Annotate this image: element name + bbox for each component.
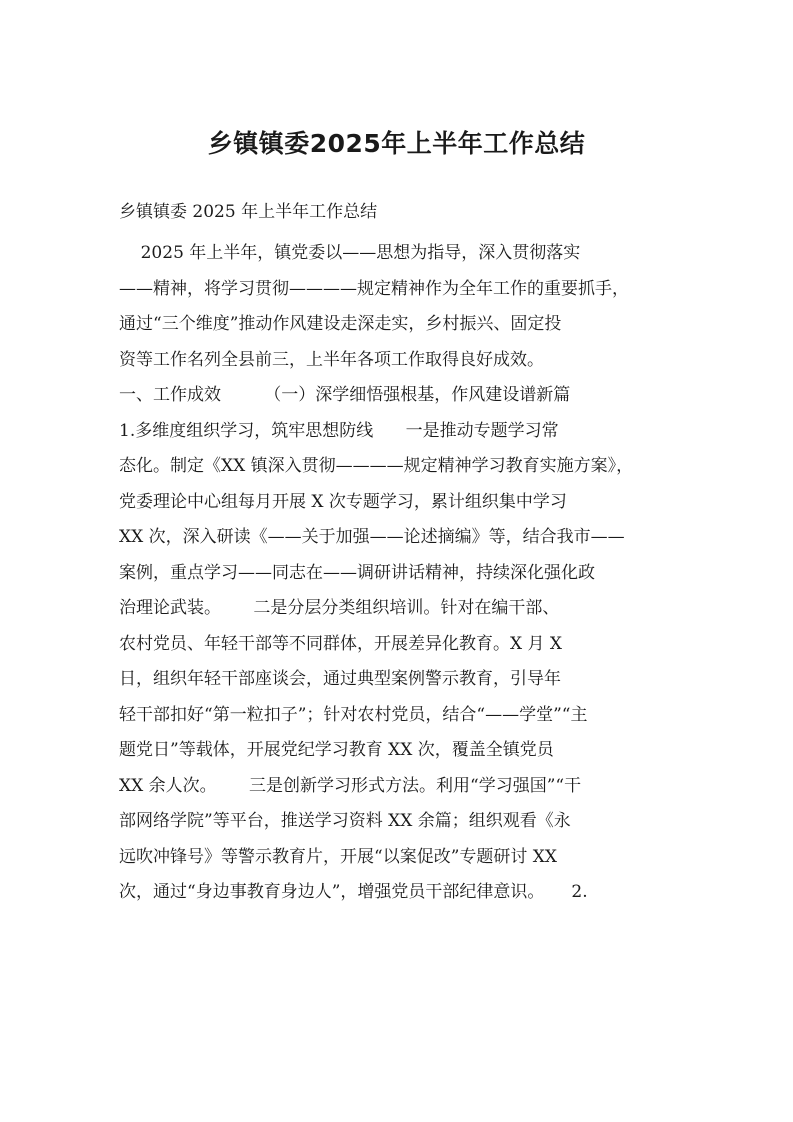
- body-line: 远吹冲锋号》等警示教育片，开展“以案促改”专题研讨 XX: [119, 846, 557, 867]
- body-line: 农村党员、年轻干部等不同群体，开展差异化教育。X 月 X: [119, 633, 563, 654]
- body-line: 2025 年上半年，镇党委以——思想为指导，深入贯彻落实: [119, 243, 581, 263]
- body-line: 题党日”等载体，开展党纪学习教育 XX 次，覆盖全镇党员: [119, 740, 554, 760]
- document-subtitle: 乡镇镇委 2025 年上半年工作总结: [119, 202, 378, 222]
- body-line: 态化。制定《XX 镇深入贯彻————规定精神学习教育实施方案》，: [119, 456, 634, 476]
- body-line: XX 余人次。 三是创新学习形式方法。利用“学习强国”“干: [119, 775, 582, 796]
- body-line: 通过“三个维度”推动作风建设走深走实，乡村振兴、固定投: [119, 314, 562, 334]
- body-line: 轻干部扣好“第一粒扣子”；针对农村党员，结合“——学堂”“主: [119, 704, 588, 725]
- body-line: 案例，重点学习——同志在——调研讲话精神，持续深化强化政: [119, 562, 595, 583]
- body-line: 党委理论中心组每月开展 X 次专题学习，累计组织集中学习: [119, 491, 567, 512]
- body-line: ——精神，将学习贯彻————规定精神作为全年工作的重要抓手，: [119, 278, 629, 299]
- document-body: [119, 238, 679, 913]
- body-line: 日，组织年轻干部座谈会，通过典型案例警示教育，引导年: [119, 669, 561, 689]
- body-line: 治理论武装。 二是分层分类组织培训。针对在编干部、: [119, 598, 560, 618]
- body-line: 部网络学院”等平台，推送学习资料 XX 余篇；组织观看《永: [119, 811, 571, 831]
- body-line: XX 次，深入研读《——关于加强——论述摘编》等，结合我市——: [119, 527, 625, 547]
- body-line: 资等工作名列全县前三，上半年各项工作取得良好成效。: [119, 349, 544, 370]
- document-title: 乡镇镇委2025年上半年工作总结: [207, 129, 586, 158]
- body-line: 次，通过“身边事教育身边人”，增强党员干部纪律意识。 2.: [119, 882, 588, 902]
- body-line: 1.多维度组织学习，筑牢思想防线 一是推动专题学习常: [119, 420, 559, 441]
- body-line: 一、工作成效 （一）深学细悟强根基，作风建设谱新篇: [119, 385, 571, 405]
